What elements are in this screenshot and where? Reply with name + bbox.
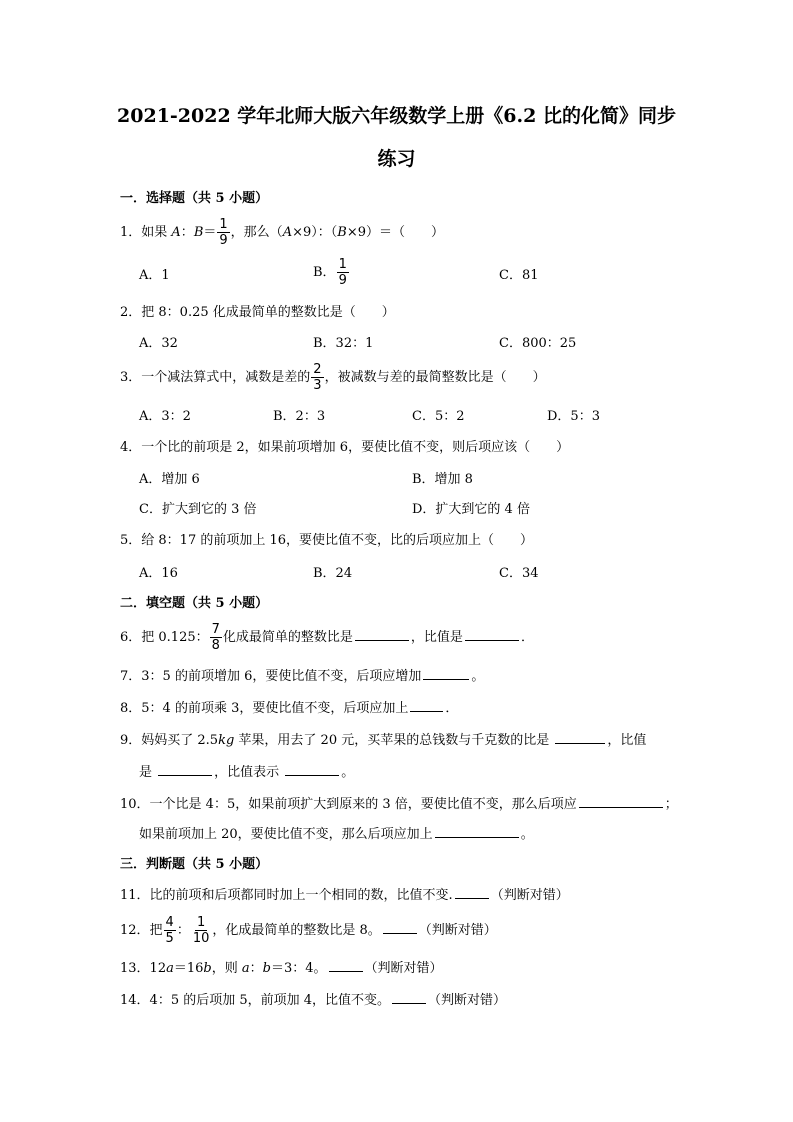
question-3: 3．一个减法算式中，减数是差的 $\frac{2}{3}$ ，被减数与差的最简整数比是（ ） — [120, 362, 546, 393]
answer-blank[interactable] — [423, 667, 469, 680]
question-11: 11．比的前项和后项都同时加上一个相同的数，比值不变. （判断对错） — [120, 888, 569, 903]
question-9-line-2: 是 ，比值表示 。 — [139, 765, 355, 780]
q3-option-d: D．5：3 — [547, 409, 600, 424]
fraction-1-9: $\frac{1}{9}$ — [338, 257, 347, 288]
section-choice-heading: 一．选择题（共 5 小题） — [120, 191, 269, 206]
question-13: 13．12a＝16b，则 a：b＝3：4。 （判断对错） — [120, 961, 443, 976]
fraction-2-3: $\frac{2}{3}$ — [313, 362, 322, 393]
fraction-7-8: $\frac{7}{8}$ — [211, 622, 220, 653]
q5-option-b: B．24 — [313, 566, 353, 581]
q4-option-a: A．增加 6 — [139, 472, 200, 487]
title-line-2: 练习 — [377, 148, 416, 170]
q3-option-a: A．3：2 — [139, 409, 191, 424]
answer-blank[interactable] — [285, 763, 339, 776]
question-10-line-2: 如果前项加上 20，要使比值不变，那么后项应加上 。 — [139, 827, 534, 842]
q4-option-d: D．扩大到它的 4 倍 — [412, 502, 530, 517]
q2-option-b: B．32：1 — [313, 336, 374, 351]
question-8: 8．5：4 的前项乘 3，要使比值不变，后项应加上 ． — [120, 701, 459, 716]
question-7: 7．3：5 的前项增加 6，要使比值不变，后项应增加 。 — [120, 669, 485, 684]
answer-blank[interactable] — [392, 991, 426, 1004]
question-14: 14．4：5 的后项加 5，前项加 4，比值不变。 （判断对错） — [120, 993, 507, 1008]
q1-option-c: C．81 — [499, 268, 539, 283]
question-9: 9．妈妈买了 2.5kg 苹果，用去了 20 元，买苹果的总钱数与千克数的比是 ，比值 — [120, 733, 647, 748]
question-12: 12．把 $\frac{4}{5}$ ： $\frac{1}{10}$ ，化成最简单的整数比是 8。 （判断对错） — [120, 915, 497, 946]
answer-blank[interactable] — [579, 795, 663, 808]
answer-blank[interactable] — [158, 763, 212, 776]
question-10: 10．一个比是 4：5，如果前项扩大到原来的 3 倍，要使比值不变，那么后项应 ； — [120, 797, 678, 812]
answer-blank[interactable] — [329, 959, 363, 972]
answer-blank[interactable] — [555, 731, 605, 744]
question-5: 5．给 8：17 的前项加上 16，要使比值不变，比的后项应加上（ ） — [120, 533, 534, 548]
fraction-1-9: $\frac{1}{9}$ — [219, 217, 228, 248]
q5-option-a: A．16 — [139, 566, 178, 581]
answer-blank[interactable] — [435, 825, 519, 838]
q1-option-b: B． $\frac{1}{9}$ — [313, 257, 347, 288]
q2-option-c: C．800：25 — [499, 336, 577, 351]
question-2: 2．把 8：0.25 化成最简单的整数比是（ ） — [120, 305, 395, 320]
q3-option-b: B．2：3 — [273, 409, 326, 424]
q3-option-c: C．5：2 — [412, 409, 465, 424]
q2-option-a: A．32 — [139, 336, 178, 351]
question-1: 1．如果 A：B＝ $\frac{1}{9}$ ，那么（A×9）：（B×9）＝（ ） — [120, 217, 444, 248]
question-4: 4．一个比的前项是 2，如果前项增加 6，要使比值不变，则后项应该（ ） — [120, 440, 570, 455]
answer-blank[interactable] — [465, 628, 519, 641]
q5-option-c: C．34 — [499, 566, 539, 581]
q4-option-b: B．增加 8 — [412, 472, 473, 487]
answer-blank[interactable] — [455, 886, 489, 899]
q4-option-c: C．扩大到它的 3 倍 — [139, 502, 257, 517]
question-6: 6．把 0.125： $\frac{7}{8}$ 化成最简单的整数比是 ，比值是 ． — [120, 622, 534, 653]
section-fill-heading: 二．填空题（共 5 小题） — [120, 596, 269, 611]
title-line-1: 2021-2022 学年北师大版六年级数学上册《6.2 比的化简》同步 — [117, 105, 676, 127]
fraction-1-10: $\frac{1}{10}$ — [192, 915, 210, 946]
q1-option-a: A．1 — [139, 268, 170, 283]
answer-blank[interactable] — [355, 628, 409, 641]
section-judge-heading: 三．判断题（共 5 小题） — [120, 857, 269, 872]
answer-blank[interactable] — [383, 921, 417, 934]
answer-blank[interactable] — [410, 699, 443, 712]
fraction-4-5: $\frac{4}{5}$ — [165, 915, 174, 946]
